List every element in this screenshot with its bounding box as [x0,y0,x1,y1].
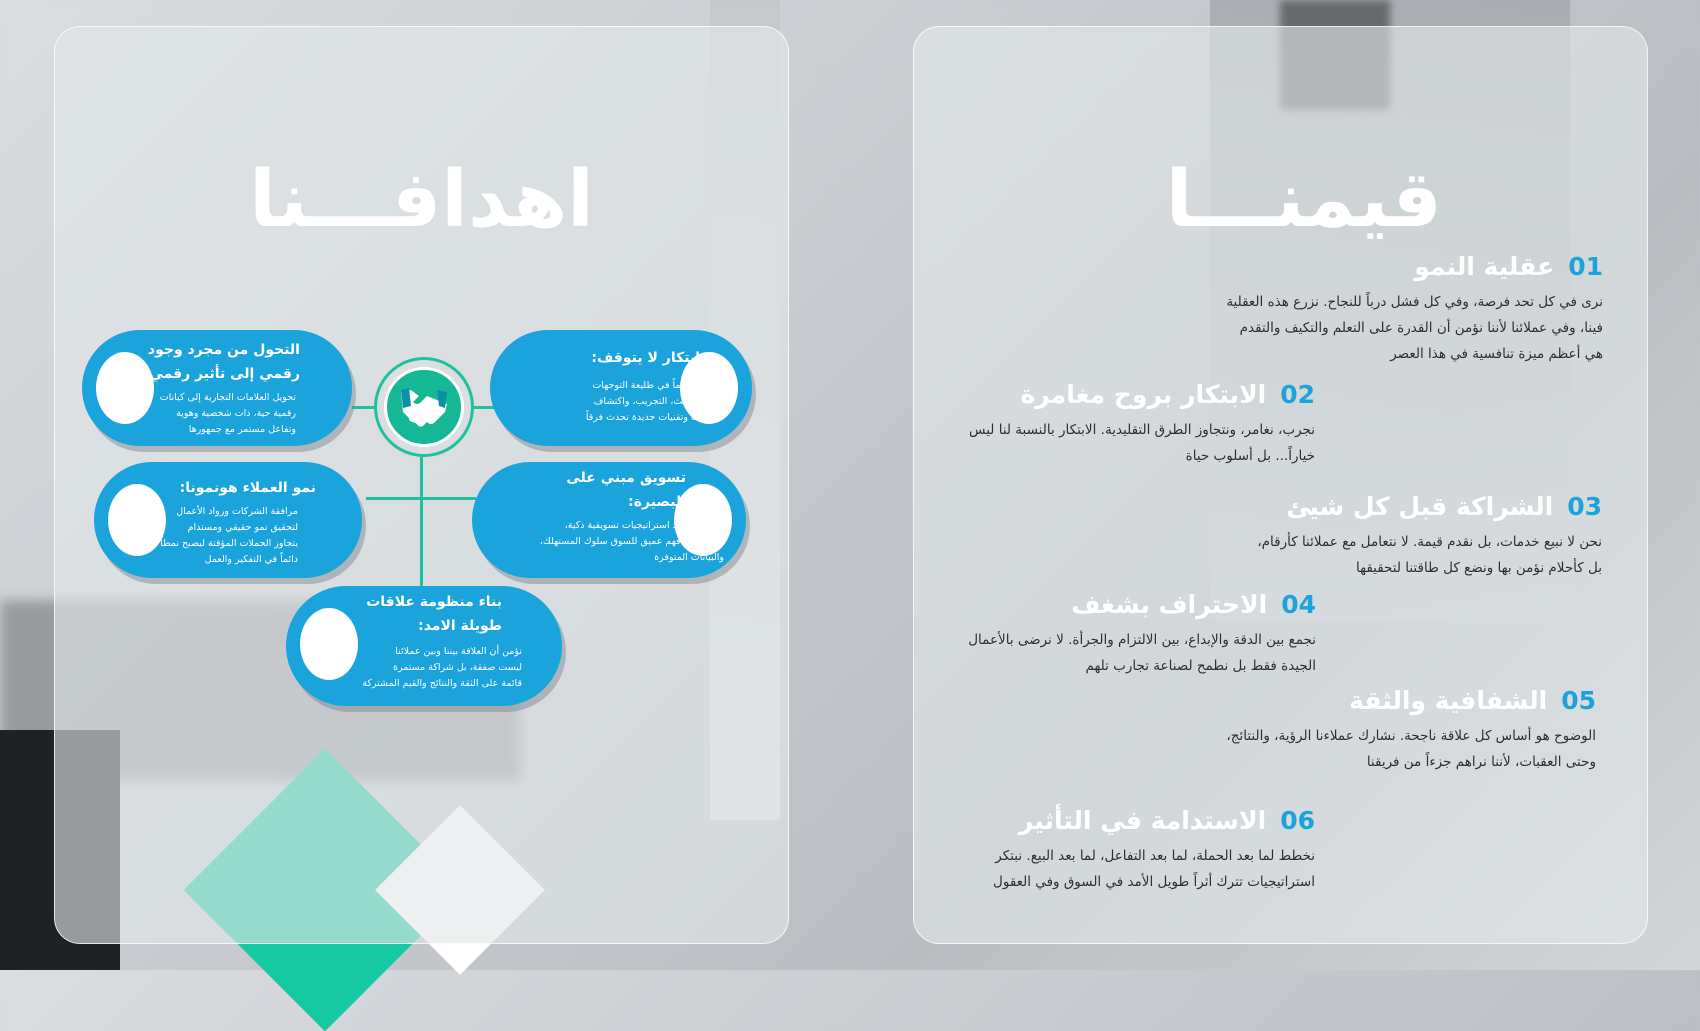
value-title: الابتكار بروح مغامرة [1020,380,1267,409]
value-title: الاستدامة في التأثير [1018,806,1267,835]
value-number: 02 [1280,380,1315,409]
value-description: نخطط لما بعد الحملة، لما بعد التفاعل، لما بعد البيع. نبتكر استراتيجيات تترك أثراً طويل الأمد في السوق وفي العقول [993,848,1315,890]
value-item-transparency [1076,686,1596,775]
value-number: 03 [1567,492,1602,521]
goal-title: بناء منظومة علاقات طويلة الامد: [366,594,502,634]
goal-title: تسويق مبني على البصيرة: [566,470,686,510]
connector-line [366,497,476,500]
value-heading [1076,686,1596,715]
goal-card-digital-impact [82,330,352,446]
goal-text: نؤمن أن العلاقة بيننا وبين عملائنا ليست صفقة، بل شراكة مستمرة قائمة على الثقة والنتائج والقيم المشتركة [362,646,522,689]
value-title: الاحتراف بشغف [1071,590,1268,619]
value-item-sustainability [915,806,1315,895]
value-item-partnership [1042,492,1602,581]
value-heading [1042,492,1602,521]
goal-card-long-term-relations [286,586,562,706]
goal-card-insight-marketing [472,462,746,578]
value-number: 01 [1568,252,1603,281]
value-heading [896,590,1316,619]
goal-title: ابتكار لا يتوقف: [591,350,700,366]
value-number: 06 [1280,806,1315,835]
goal-card-innovation [490,330,752,446]
goal-text: تصميم وتنفيذ استراتيجيات تسويقية ذكية، تعتمد على فهم عميق للسوق سلوك المستهلك، والبيانات المتوفرة [539,520,724,563]
value-title: الشفافية والثقة [1349,686,1548,715]
value-description: نجرب، نغامر، ونتجاوز الطرق التقليدية. الابتكار بالنسبة لنا ليس خياراً... بل أسلوب حياة [969,422,1315,464]
values-title: قيمنـــا [1165,155,1442,245]
value-title: الشراكة قبل كل شيئ [1286,492,1554,521]
value-number: 04 [1281,590,1316,619]
value-description: نرى في كل تحد فرصة، وفي كل فشل درباً للنجاح. نزرع هذه العقلية فينا، وفي عملائنا لأننا نؤمن أن القدرة على التعلم والتكيف والتقدم هي أعظم ميزة تنافسية في هذا العصر [1226,294,1603,362]
value-heading [963,252,1603,281]
goal-card-client-growth [94,462,362,578]
connector-line [420,457,423,587]
value-description: الوضوح هو أساس كل علاقة ناجحة. نشارك عملاءنا الرؤية، والنتائج، وحتى العقبات، لأننا نراهم جزءاً من فريقنا [1226,728,1596,770]
goal-text: مرافقة الشركات ورواد الأعمال لتحقيق نمو حقيقي ومستدام يتجاوز الحملات المؤقتة ليصبح نمطاً دائماً في التفكير والعمل [160,506,298,565]
value-item-innovation [915,380,1315,469]
goal-text: تحويل العلامات التجارية إلى كيانات رقمية حية، ذات شخصية وهوية وتفاعل مستمر مع جمهورها [159,392,296,435]
value-item-growth [963,252,1603,367]
value-item-professionalism [896,590,1316,679]
connector-line [352,406,374,409]
value-number: 05 [1561,686,1596,715]
goal-title: التحول من مجرد وجود رقمي إلى تأثير رقمي: [143,342,300,382]
handshake-icon [399,384,449,430]
value-heading [915,380,1315,409]
goal-circle [300,608,358,680]
value-description: نجمع بين الدقة والإبداع، بين الالتزام والجرأة. لا نرضى بالأعمال الجيدة فقط بل نطمح لصناعة تجارب تلهم [968,632,1316,674]
goal-text: البقاء دائماً في طليعة التوجهات عبر البحث، التجريب، واكتشاف أدوات وتقنيات جديدة تحدث فرقاً [585,380,714,423]
goal-title: نمو العملاء هونمونا: [179,480,316,496]
goals-title: اهدافـــنا [249,155,594,245]
value-title: عقلية النمو [1414,252,1555,281]
value-heading [915,806,1315,835]
value-description: نحن لا نبيع خدمات، بل نقدم قيمة. لا نتعامل مع عملائنا كأرقام، بل كأحلام نؤمن بها ونضع كل طاقتنا لتحقيقها [1257,534,1602,576]
hub-circle [384,367,464,447]
goal-circle [108,484,166,556]
